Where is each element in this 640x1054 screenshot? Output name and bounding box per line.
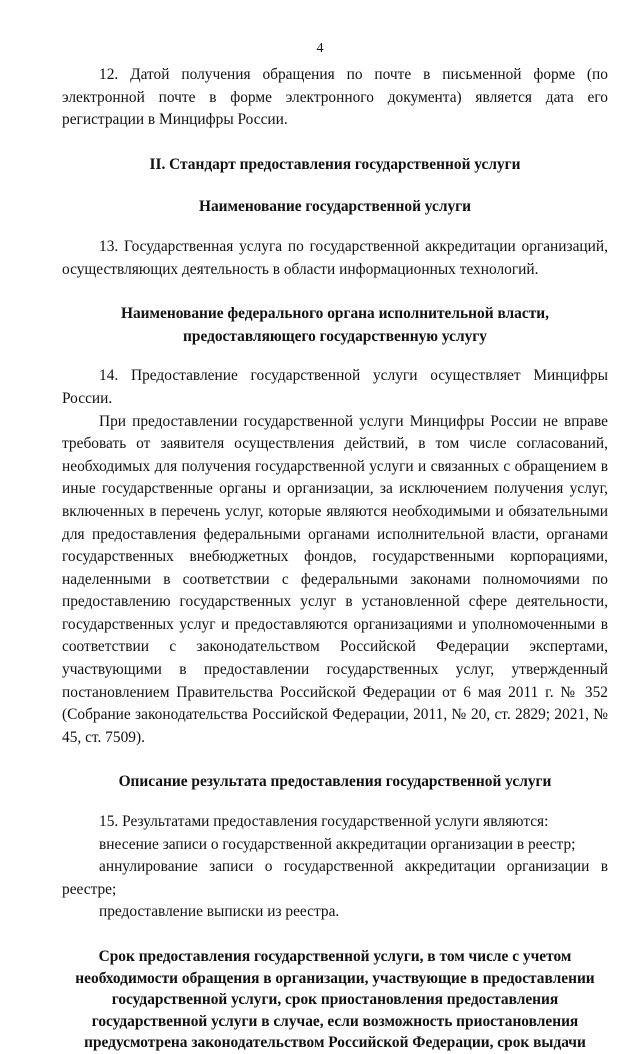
- heading-federal-body-line: предоставляющего государственную услугу: [183, 327, 487, 345]
- paragraph-12: 12. Датой получения обращения по почте в письменной форме (по электронной почте в форме электронного документа) является дата его регистрации в Минцифры России.: [62, 66, 608, 129]
- heading-term-line: государственной услуги в случае, если возможность приостановления: [91, 1012, 579, 1030]
- heading-federal-body-line: Наименование федерального органа исполнительной власти,: [121, 305, 549, 323]
- heading-result: Описание результата предоставления государственной услуги: [118, 773, 552, 791]
- heading-term: [62, 946, 608, 1054]
- heading-term-line: государственной услуги, срок приостановления предоставления: [111, 991, 559, 1009]
- paragraph-14-restrictions: При предоставлении государственной услуги Минцифры России не вправе требовать от заявителя осуществления действий, в том числе согласований, необходимых для получения государственной услуги и связанных с обращением в иные государственные органы и организации, за исключением получения услуг, включенных в перечень услуг, которые являются необходимыми и обязательными для предоставления федеральными органами исполнительной власти, органами государственных внебюджетных фондов, государственными корпорациями, наделенными в соответствии с федеральными законами полномочиями по предоставлению государственных услуг в установленной сфере деятельности, государственных услуг и предоставляются организациями и уполномоченными в соответствии с законодательством Российской Федерации экспертами, участвующими в предоставлении государственных услуг, утвержденный постановлением Правительства Российской Федерации от 6 мая 2011 г. № 352 (Собрание законодательства Российской Федерации, 2011, № 20, ст. 2829; 2021, № 45, ст. 7509).: [62, 412, 608, 746]
- heading-term-line: необходимости обращения в организации, участвующие в предоставлении: [75, 969, 595, 987]
- page-number: 4: [316, 41, 324, 56]
- result-item: предоставление выписки из реестра.: [99, 903, 340, 921]
- heading-term-line: Срок предоставления государственной услуги, в том числе с учетом: [98, 948, 572, 965]
- section-heading: II. Стандарт предоставления государственной услуги: [149, 155, 521, 173]
- result-item: внесение записи о государственной аккредитации организации в реестр;: [99, 835, 576, 853]
- paragraph-15: 15. Результатами предоставления государственной услуги являются:: [99, 813, 549, 831]
- paragraph-14: 14. Предоставление государственной услуги осуществляет Минцифры России.: [62, 367, 608, 407]
- heading-federal-body: [62, 303, 608, 348]
- heading-service-name: Наименование государственной услуги: [198, 198, 472, 216]
- result-item: аннулирование записи о государственной аккредитации организации в реестре;: [62, 858, 608, 898]
- heading-term-line: предусмотрена законодательством Российской Федерации, срок выдачи: [84, 1034, 586, 1052]
- document-body: [62, 64, 608, 1054]
- paragraph-13: 13. Государственная услуга по государственной аккредитации организаций, осуществляющих деятельность в области информационных технологий.: [62, 237, 608, 278]
